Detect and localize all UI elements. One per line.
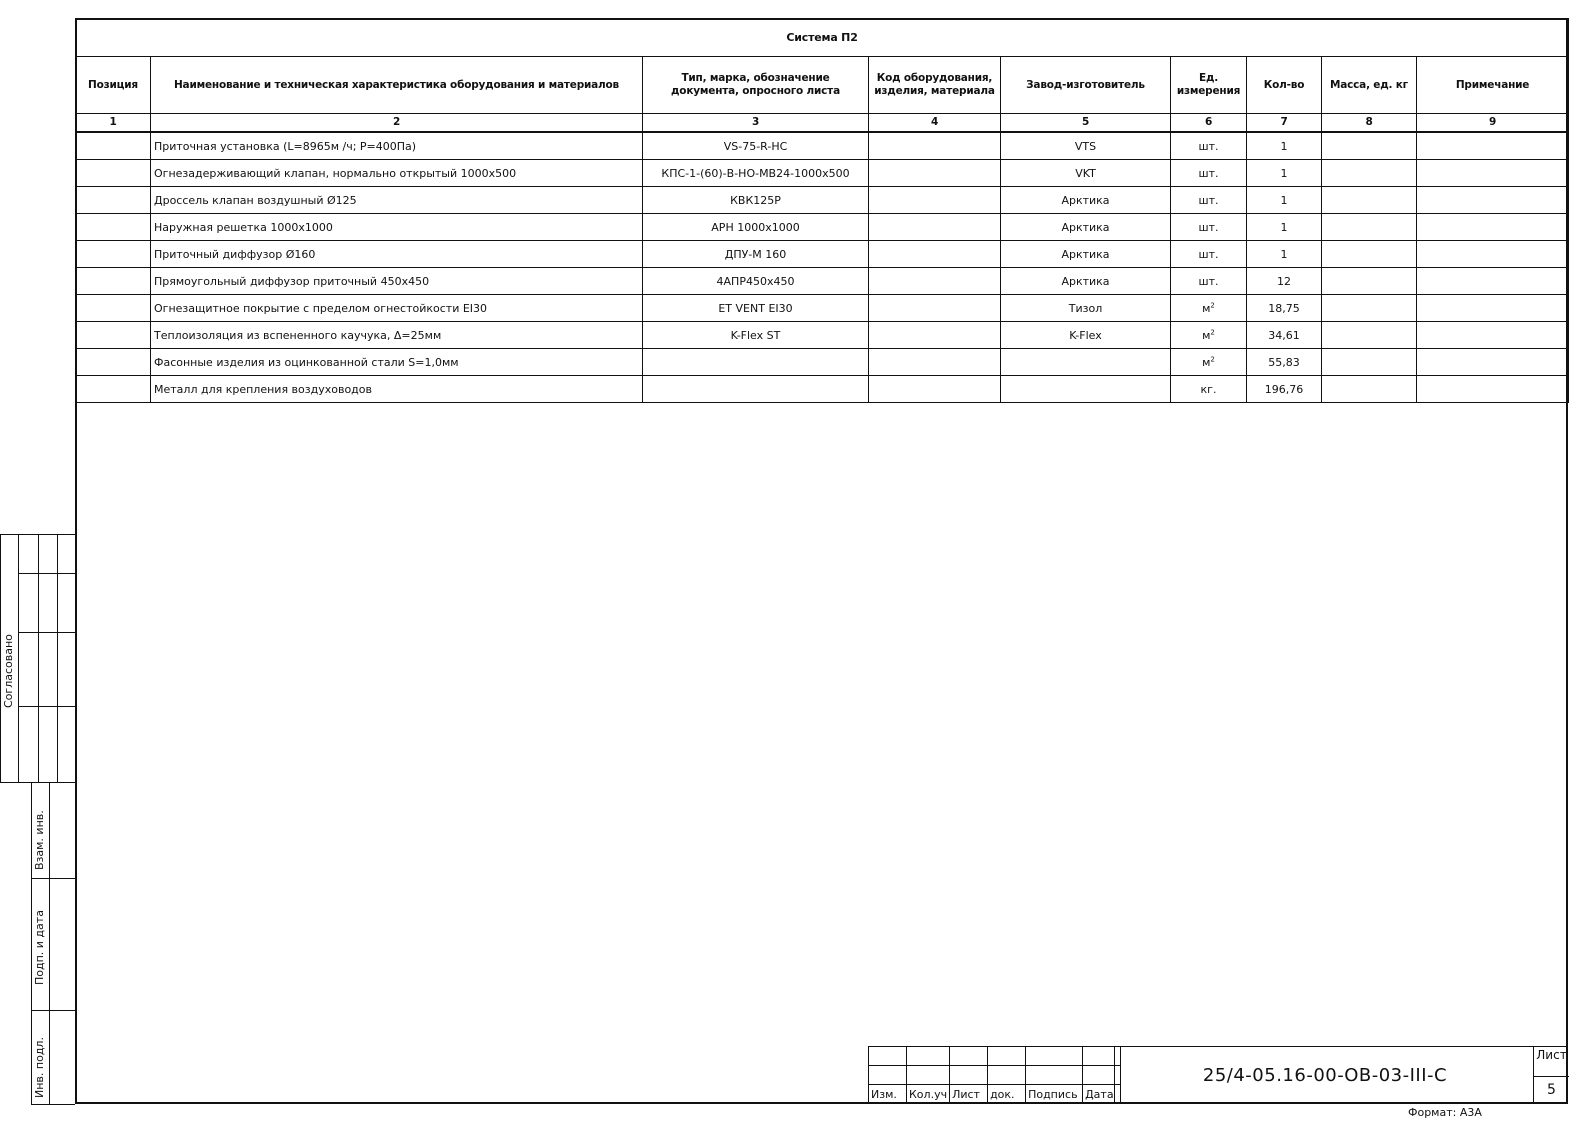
cell-name: Теплоизоляция из вспененного каучука, Δ=25мм — [151, 322, 643, 349]
cell-code — [869, 160, 1001, 187]
cell-pos — [76, 268, 151, 295]
cell-mass — [1322, 349, 1417, 376]
cell-note — [1417, 376, 1569, 403]
column-number: 4 — [869, 114, 1001, 133]
table-row — [76, 241, 1569, 268]
cell-type: КВК125Р — [643, 187, 869, 214]
cell-maker: K-Flex — [1001, 322, 1171, 349]
cell-qty: 55,83 — [1247, 349, 1322, 376]
cell-pos — [76, 349, 151, 376]
table-row — [76, 132, 1569, 160]
cell-pos — [76, 132, 151, 160]
cell-name: Приточная установка (L=8965м /ч; Р=400Па) — [151, 132, 643, 160]
cell-note — [1417, 322, 1569, 349]
cell-type: КПС-1-(60)-В-НО-МВ24-1000x500 — [643, 160, 869, 187]
cell-code — [869, 187, 1001, 214]
column-number: 9 — [1417, 114, 1569, 133]
rev-label: Изм. — [869, 1085, 907, 1104]
sheet-label: Лист — [1536, 1048, 1567, 1062]
table-row — [76, 160, 1569, 187]
table-title-row — [76, 19, 1569, 57]
cell-qty: 34,61 — [1247, 322, 1322, 349]
column-number: 8 — [1322, 114, 1417, 133]
cell-type: ДПУ-М 160 — [643, 241, 869, 268]
sheet-number-box — [1533, 1046, 1569, 1104]
cell-type: АРН 1000x1000 — [643, 214, 869, 241]
cell-pos — [76, 295, 151, 322]
cell-pos — [76, 322, 151, 349]
cell-qty: 1 — [1247, 132, 1322, 160]
cell-name: Прямоугольный диффузор приточный 450x450 — [151, 268, 643, 295]
cell-qty: 1 — [1247, 160, 1322, 187]
cell-code — [869, 214, 1001, 241]
header-position: Позиция — [76, 57, 151, 114]
cell-pos — [76, 214, 151, 241]
date-label: Дата — [1083, 1085, 1121, 1104]
specification-table — [75, 18, 1569, 403]
cell-name: Фасонные изделия из оцинкованной стали S=1,0мм — [151, 349, 643, 376]
cell-mass — [1322, 187, 1417, 214]
table-header-row — [76, 57, 1569, 114]
cell-mass — [1322, 214, 1417, 241]
column-number-row — [76, 114, 1569, 133]
sign-date-label: Подп. и дата — [33, 910, 46, 985]
cell-type: VS-75-R-HC — [643, 132, 869, 160]
count-label: Кол.уч — [907, 1085, 950, 1104]
cell-name: Металл для крепления воздуховодов — [151, 376, 643, 403]
header-note: Примечание — [1417, 57, 1569, 114]
unit-text: м — [1202, 301, 1211, 315]
cell-qty: 12 — [1247, 268, 1322, 295]
cell-unit: шт. — [1171, 214, 1247, 241]
cell-unit: шт. — [1171, 241, 1247, 268]
cell-unit: кг. — [1171, 376, 1247, 403]
cell-note — [1417, 214, 1569, 241]
inv-replace-label: Взам. инв. — [33, 810, 46, 870]
sheet-number: 5 — [1534, 1076, 1569, 1105]
column-number: 5 — [1001, 114, 1171, 133]
column-number: 7 — [1247, 114, 1322, 133]
cell-maker — [1001, 376, 1171, 403]
cell-unit: шт. — [1171, 268, 1247, 295]
cell-mass — [1322, 160, 1417, 187]
cell-qty: 18,75 — [1247, 295, 1322, 322]
doc-label: док. — [988, 1085, 1026, 1104]
cell-unit — [1171, 349, 1247, 376]
column-number: 2 — [151, 114, 643, 133]
cell-qty: 196,76 — [1247, 376, 1322, 403]
header-unit: Ед. измерения — [1171, 57, 1247, 114]
table-title: Система П2 — [76, 19, 1569, 57]
cell-maker: Арктика — [1001, 241, 1171, 268]
cell-unit — [1171, 295, 1247, 322]
cell-pos — [76, 187, 151, 214]
cell-pos — [76, 160, 151, 187]
unit-superscript: 2 — [1210, 354, 1215, 363]
table-row — [76, 187, 1569, 214]
cell-pos — [76, 241, 151, 268]
table-row — [76, 268, 1569, 295]
title-block-header-row — [869, 1085, 1121, 1104]
unit-superscript: 2 — [1210, 300, 1215, 309]
cell-type — [643, 349, 869, 376]
cell-code — [869, 132, 1001, 160]
column-number: 6 — [1171, 114, 1247, 133]
cell-type: ET VENT EI30 — [643, 295, 869, 322]
cell-note — [1417, 132, 1569, 160]
cell-type — [643, 376, 869, 403]
header-type: Тип, марка, обозначение документа, опросного листа — [643, 57, 869, 114]
cell-unit: шт. — [1171, 160, 1247, 187]
cell-note — [1417, 349, 1569, 376]
document-code: 25/4-05.16-00-ОВ-03-III-С — [1114, 1046, 1535, 1104]
cell-unit: шт. — [1171, 132, 1247, 160]
signature-label: Подпись — [1026, 1085, 1083, 1104]
cell-mass — [1322, 295, 1417, 322]
unit-superscript: 2 — [1210, 327, 1215, 336]
format-label: Формат: А3А — [1408, 1106, 1482, 1119]
cell-code — [869, 349, 1001, 376]
header-maker: Завод-изготовитель — [1001, 57, 1171, 114]
header-name: Наименование и техническая характеристика оборудования и материалов — [151, 57, 643, 114]
sheet-col-label: Лист — [950, 1085, 988, 1104]
cell-pos — [76, 376, 151, 403]
table-row — [76, 322, 1569, 349]
cell-note — [1417, 160, 1569, 187]
cell-code — [869, 376, 1001, 403]
unit-text: м — [1202, 355, 1211, 369]
cell-mass — [1322, 322, 1417, 349]
column-number: 1 — [76, 114, 151, 133]
cell-name: Наружная решетка 1000x1000 — [151, 214, 643, 241]
cell-maker: Тизол — [1001, 295, 1171, 322]
cell-name: Приточный диффузор Ø160 — [151, 241, 643, 268]
cell-maker: Арктика — [1001, 187, 1171, 214]
table-row — [76, 295, 1569, 322]
cell-code — [869, 268, 1001, 295]
cell-name: Огнезадерживающий клапан, нормально открытый 1000x500 — [151, 160, 643, 187]
header-qty: Кол-во — [1247, 57, 1322, 114]
cell-note — [1417, 295, 1569, 322]
cell-mass — [1322, 268, 1417, 295]
cell-note — [1417, 241, 1569, 268]
cell-qty: 1 — [1247, 214, 1322, 241]
cell-unit — [1171, 322, 1247, 349]
cell-note — [1417, 268, 1569, 295]
header-mass: Масса, ед. кг — [1322, 57, 1417, 114]
header-code: Код оборудования, изделия, материала — [869, 57, 1001, 114]
cell-code — [869, 241, 1001, 268]
agreed-label: Согласовано — [2, 634, 15, 708]
cell-qty: 1 — [1247, 241, 1322, 268]
cell-maker — [1001, 349, 1171, 376]
column-number: 3 — [643, 114, 869, 133]
table-row — [76, 214, 1569, 241]
table-row — [76, 349, 1569, 376]
cell-type: K-Flex ST — [643, 322, 869, 349]
cell-name: Огнезащитное покрытие с пределом огнестойкости EI30 — [151, 295, 643, 322]
cell-note — [1417, 187, 1569, 214]
cell-name: Дроссель клапан воздушный Ø125 — [151, 187, 643, 214]
table-row — [76, 376, 1569, 403]
cell-maker: Арктика — [1001, 214, 1171, 241]
cell-code — [869, 322, 1001, 349]
cell-qty: 1 — [1247, 187, 1322, 214]
cell-maker: VTS — [1001, 132, 1171, 160]
cell-code — [869, 295, 1001, 322]
inv-orig-label: Инв. подл. — [33, 1037, 46, 1098]
cell-mass — [1322, 132, 1417, 160]
cell-mass — [1322, 241, 1417, 268]
cell-unit: шт. — [1171, 187, 1247, 214]
unit-text: м — [1202, 328, 1211, 342]
cell-maker: VKT — [1001, 160, 1171, 187]
cell-maker: Арктика — [1001, 268, 1171, 295]
cell-mass — [1322, 376, 1417, 403]
cell-type: 4АПР450x450 — [643, 268, 869, 295]
title-block-grid — [868, 1046, 1121, 1104]
